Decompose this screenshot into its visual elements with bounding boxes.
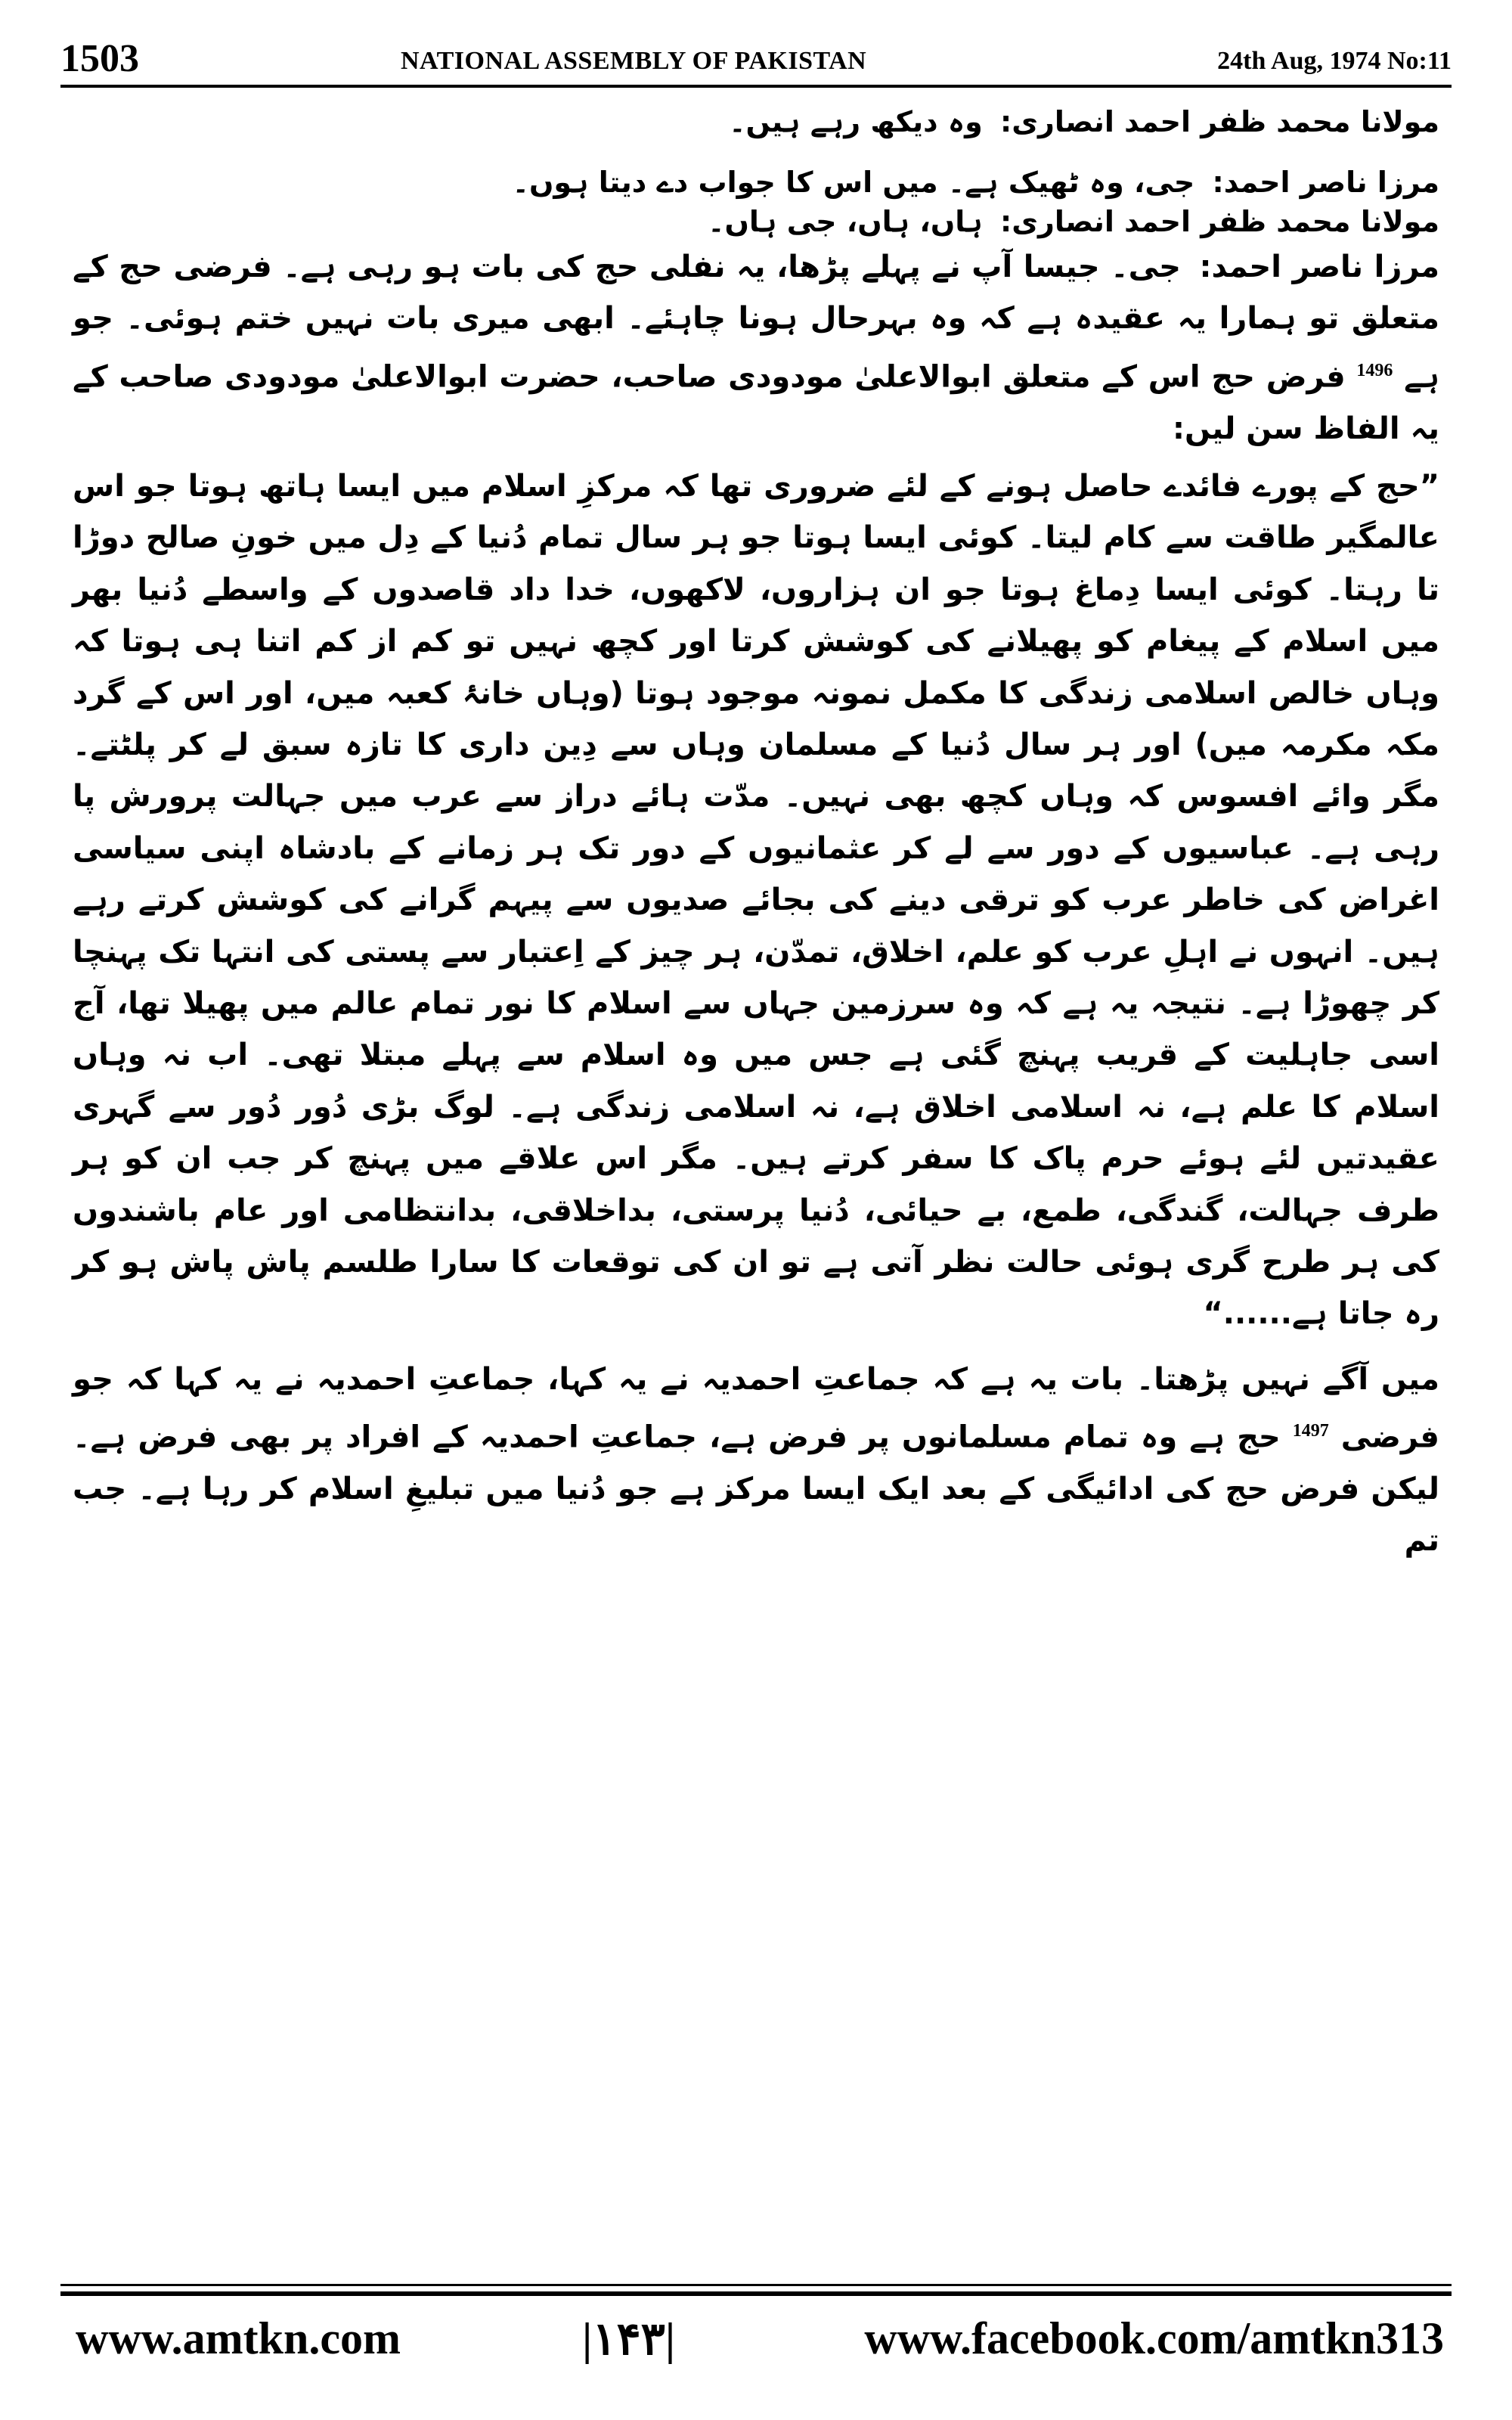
footer-facebook-link[interactable]: www.facebook.com/amtkn313: [864, 2313, 1444, 2363]
speaker-name: مرزا ناصر احمد:: [1212, 166, 1439, 199]
dialogue-line: [73, 202, 1439, 241]
speech-text: جی، وہ ٹھیک ہے۔ میں اس کا جواب دے دیتا ہوں۔: [512, 166, 1195, 199]
closing-text-before: میں آگے نہیں پڑھتا۔ بات یہ ہے کہ جماعتِ احمدیہ نے یہ کہا، جماعتِ احمدیہ نے یہ کہا کہ جو فرضی: [73, 1361, 1440, 1455]
closing-paragraph: [73, 1354, 1439, 1567]
quoted-passage: ”حج کے پورے فائدے حاصل ہونے کے لئے ضروری تھا کہ مرکزِ اسلام میں ایسا ہاتھ ہوتا جو اس عالمگیر طاقت سے کام لیتا۔ کوئی ایسا ہوتا جو ہر سال تمام دُنیا کے دِل میں خونِ صالح دوڑا تا رہتا۔ کوئی ایسا دِماغ ہوتا جو ان ہزاروں، لاکھوں، خدا داد قاصدوں کے واسطے دُنیا بھر میں اسلام کے پیغام کو پھیلانے کی کوشش کرتا اور کچھ نہیں تو کم از کم اتنا ہی ہوتا کہ وہاں خالص اسلامی زندگی کا مکمل نمونہ موجود ہوتا (وہاں خانۂ کعبہ میں، اور اس کے گرد مکہ مکرمہ میں) اور ہر سال دُنیا کے مسلمان وہاں سے دِین داری کا تازہ سبق لے کر پلٹتے۔ مگر وائے افسوس کہ وہاں کچھ بھی نہیں۔ مدّت ہائے دراز سے عرب میں جہالت پرورش پا رہی ہے۔ عباسیوں کے دور سے لے کر عثمانیوں کے دور تک ہر زمانے کے بادشاہ اپنی سیاسی اغراض کی خاطر عرب کو ترقی دینے کی بجائے صدیوں سے پیہم گرانے کی کوشش کرتے رہے ہیں۔ انہوں نے اہلِ عرب کو علم، اخلاق، تمدّن، ہر چیز کے اِعتبار سے پستی کی انتہا تک پہنچا کر چھوڑا ہے۔ نتیجہ یہ ہے کہ وہ سرزمین جہاں سے اسلام کا نور تمام عالم میں پھیلا تھا، آج اسی جاہلیت کے قریب پہنچ گئی ہے جس میں وہ اسلام سے پہلے مبتلا تھی۔ اب نہ وہاں اسلام کا علم ہے، نہ اسلامی اخلاق ہے، نہ اسلامی زندگی ہے۔ لوگ بڑی دُور دُور سے گہری عقیدتیں لئے ہوئے حرم پاک کا سفر کرتے ہیں۔ مگر اس علاقے میں پہنچ کر جب ان کو ہر طرف جہالت، گندگی، طمع، بے حیائی، دُنیا پرستی، بداخلاقی، بدانتظامی اور عام باشندوں کی ہر طرح گری ہوئی حالت نظر آتی ہے تو ان کی توقعات کا سارا طلسم پاش پاش ہو کر رہ جاتا ہے......“: [73, 468, 1440, 1332]
page-number: 1503: [60, 37, 139, 80]
transcript-body: [73, 102, 1439, 1567]
footer-page-marker: |۱۴۳|: [582, 2314, 676, 2364]
reply-paragraph: [73, 241, 1439, 455]
header-rule: [60, 85, 1452, 88]
footer-rule-thin: [60, 2284, 1452, 2286]
speaker-name: مولانا محمد ظفر احمد انصاری:: [1000, 105, 1439, 138]
speaker-name: مرزا ناصر احمد:: [1199, 250, 1439, 284]
footer-website-link[interactable]: www.amtkn.com: [76, 2313, 401, 2363]
page-footer: [60, 2307, 1452, 2375]
header-title: NATIONAL ASSEMBLY OF PAKISTAN: [401, 47, 867, 75]
page-header: [60, 36, 1452, 89]
speech-text: وہ دیکھ رہے ہیں۔: [729, 105, 983, 138]
dialogue-line: [73, 163, 1439, 202]
header-date-number: 24th Aug, 1974 No:11: [1217, 47, 1452, 75]
footnote-ref: 1496: [1356, 360, 1393, 380]
reply-text-after: فرض حج اس کے متعلق ابوالاعلیٰ مودودی صاحب، حضرت ابوالاعلیٰ مودودی صاحب کے یہ الفاظ سن لیں:: [73, 359, 1439, 446]
dialogue-line: [73, 102, 1439, 141]
closing-text-after: حج ہے وہ تمام مسلمانوں پر فرض ہے، جماعتِ احمدیہ کے افراد پر بھی فرض ہے۔ لیکن فرض حج کی ادائیگی کے بعد ایک ایسا مرکز ہے جو دُنیا میں تبلیغِ اسلام کر رہا ہے۔ جب تم: [73, 1419, 1439, 1559]
footnote-ref: 1497: [1292, 1421, 1329, 1441]
speech-text: ہاں، ہاں، جی ہاں۔: [708, 205, 983, 238]
speaker-name: مولانا محمد ظفر احمد انصاری:: [1000, 205, 1439, 238]
reply-text-before: جی۔ جیسا آپ نے پہلے پڑھا، یہ نفلی حج کی بات ہو رہی ہے۔ فرضی حج کے متعلق تو ہمارا یہ عقیدہ ہے کہ وہ بہرحال ہونا چاہئے۔ ابھی میری بات نہیں ختم ہوئی۔ جو ہے: [73, 250, 1440, 395]
footer-rule-thick: [60, 2291, 1452, 2296]
